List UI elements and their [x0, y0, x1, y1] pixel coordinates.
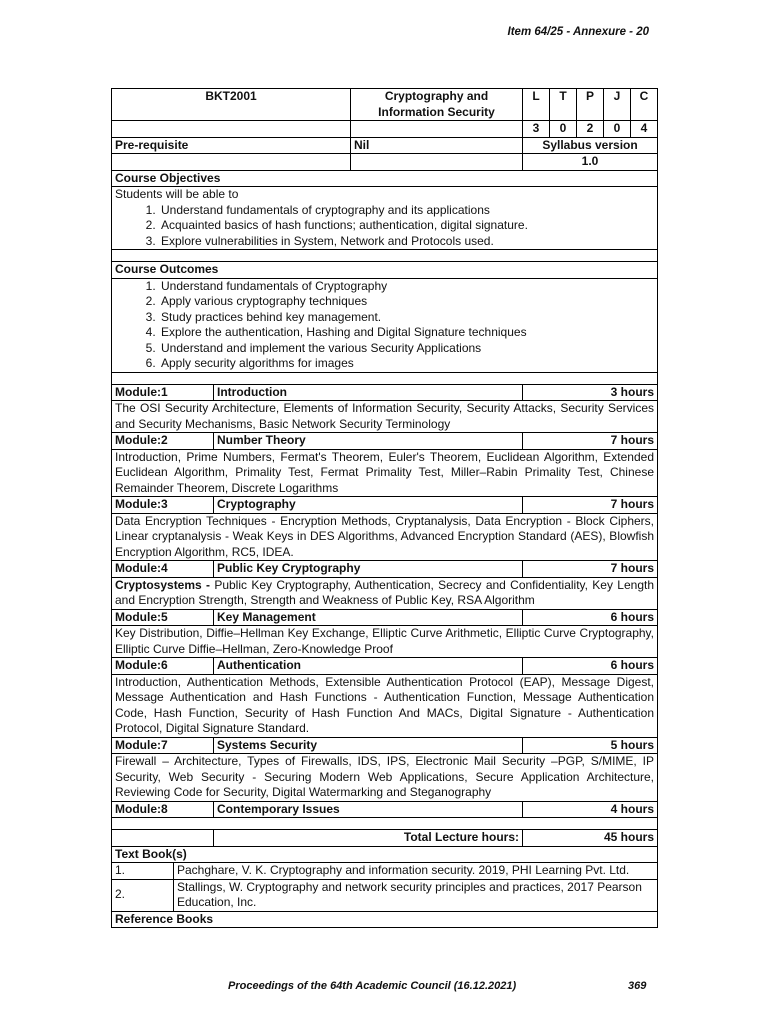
- module-title: Introduction: [214, 384, 523, 401]
- module-title: Contemporary Issues: [214, 801, 523, 818]
- module-label: Module:8: [112, 801, 214, 818]
- ltpjc-label: L: [523, 89, 550, 121]
- module-hours: 6 hours: [523, 609, 658, 626]
- module-label: Module:7: [112, 737, 214, 754]
- ltpjc-value: 0: [604, 121, 631, 138]
- page-number: 369: [628, 980, 647, 992]
- module-content: Introduction, Prime Numbers, Fermat's Theorem, Euler's Theorem, Euclidean Algorithm, Extended Euclidean Algorithm, Primality Test, Fermat Primality Test, Miller–Rabin Primality Test, Chinese Remainder Theorem, Discrete Logarithms: [112, 449, 658, 497]
- list-item: 2. Acquainted basics of hash functions; authentication, digital signature.: [159, 218, 654, 234]
- module-label: Module:3: [112, 497, 214, 514]
- ltpjc-value: 4: [631, 121, 658, 138]
- ltpjc-value: 0: [550, 121, 577, 138]
- module-content: The OSI Security Architecture, Elements of Information Security, Security Attacks, Security Services and Security Mechanisms, Basic Network Security Terminology: [112, 401, 658, 433]
- total-lecture-hours-label: Total Lecture hours:: [214, 830, 523, 847]
- module-hours: 4 hours: [523, 801, 658, 818]
- course-code: BKT2001: [112, 89, 351, 121]
- course-objectives-body: [112, 187, 658, 250]
- course-title: Cryptography and Information Security: [351, 89, 523, 121]
- module-title: Systems Security: [214, 737, 523, 754]
- module-title: Cryptography: [214, 497, 523, 514]
- module-title: Key Management: [214, 609, 523, 626]
- ltpjc-label: C: [631, 89, 658, 121]
- module-content-text: Public Key Cryptography, Authentication, Secrecy and Confidentiality, Key Length and Encryption Strength, Strength and Weakness of Public Key, RSA Algorithm: [115, 577, 655, 607]
- module-content: [112, 577, 658, 609]
- textbook-number: 2.: [112, 879, 174, 911]
- list-item: 3. Explore vulnerabilities in System, Network and Protocols used.: [159, 234, 654, 250]
- module-hours: 7 hours: [523, 433, 658, 450]
- list-item: 6. Apply security algorithms for images: [159, 356, 654, 372]
- outcomes-list: [115, 279, 654, 372]
- module-label: Module:5: [112, 609, 214, 626]
- module-content: Key Distribution, Diffie–Hellman Key Exchange, Elliptic Curve Arithmetic, Elliptic Curve Cryptography, Elliptic Curve Diffie–Hellman, Zero-Knowledge Proof: [112, 626, 658, 658]
- footer-proceedings: Proceedings of the 64th Academic Council (16.12.2021): [228, 980, 517, 992]
- prerequisite-value: Nil: [351, 137, 523, 154]
- syllabus-version-value: 1.0: [523, 154, 658, 171]
- ltpjc-value: 3: [523, 121, 550, 138]
- reference-books-heading: Reference Books: [112, 911, 658, 928]
- annexure-header: Item 64/25 - Annexure - 20: [507, 26, 649, 38]
- module-label: Module:4: [112, 561, 214, 578]
- module-content: Firewall – Architecture, Types of Firewalls, IDS, IPS, Electronic Mail Security –PGP, S/MIME, IP Security, Web Security - Securing Modern Web Applications, Secure Application Architecture, Reviewing Code for Security, Digital Watermarking and Steganography: [112, 754, 658, 802]
- module-hours: 6 hours: [523, 658, 658, 675]
- textbook-entry: Pachghare, V. K. Cryptography and information security. 2019, PHI Learning Pvt. Ltd.: [174, 863, 658, 880]
- objectives-list: [115, 203, 654, 250]
- ltpjc-label: T: [550, 89, 577, 121]
- ltpjc-label: J: [604, 89, 631, 121]
- textbook-entry: Stallings, W. Cryptography and network security principles and practices, 2017 Pearson Education, Inc.: [174, 879, 658, 911]
- prerequisite-label: Pre-requisite: [112, 137, 351, 154]
- list-item: 1. Understand fundamentals of cryptography and its applications: [159, 203, 654, 219]
- total-lecture-hours-value: 45 hours: [523, 830, 658, 847]
- list-item: 2. Apply various cryptography techniques: [159, 294, 654, 310]
- list-item: 4. Explore the authentication, Hashing and Digital Signature techniques: [159, 325, 654, 341]
- objectives-intro: Students will be able to: [115, 187, 239, 201]
- ltpjc-label: P: [577, 89, 604, 121]
- course-outcomes-body: [112, 278, 658, 372]
- course-outcomes-heading: Course Outcomes: [112, 262, 658, 279]
- list-item: 3. Study practices behind key management.: [159, 310, 654, 326]
- module-lead-text: Cryptosystems -: [115, 577, 211, 592]
- list-item: 1. Understand fundamentals of Cryptography: [159, 279, 654, 295]
- module-title: Number Theory: [214, 433, 523, 450]
- module-hours: 7 hours: [523, 497, 658, 514]
- module-title: Authentication: [214, 658, 523, 675]
- textbook-number: 1.: [112, 863, 174, 880]
- module-label: Module:1: [112, 384, 214, 401]
- syllabus-version-label: Syllabus version: [523, 137, 658, 154]
- module-label: Module:2: [112, 433, 214, 450]
- module-content: Introduction, Authentication Methods, Extensible Authentication Protocol (EAP), Message Digest, Message Authentication and Hash Functions - Authentication Function, Message Authentication Code, Hash Function, Security of Hash Function And MACs, Digital Signature - Authentication Protocol, Digital Signature Standard.: [112, 674, 658, 737]
- list-item: 5. Understand and implement the various Security Applications: [159, 341, 654, 357]
- module-content: Data Encryption Techniques - Encryption Methods, Cryptanalysis, Data Encryption - Block Ciphers, Linear cryptanalysis - Weak Keys in DES Algorithms, Advanced Encryption Standard (AES), Blowfish Encryption Algorithm, RC5, IDEA.: [112, 513, 658, 561]
- module-hours: 7 hours: [523, 561, 658, 578]
- course-objectives-heading: Course Objectives: [112, 170, 658, 187]
- module-title: Public Key Cryptography: [214, 561, 523, 578]
- syllabus-table: [111, 88, 658, 928]
- textbooks-heading: Text Book(s): [112, 846, 658, 863]
- module-hours: 5 hours: [523, 737, 658, 754]
- module-label: Module:6: [112, 658, 214, 675]
- module-hours: 3 hours: [523, 384, 658, 401]
- ltpjc-value: 2: [577, 121, 604, 138]
